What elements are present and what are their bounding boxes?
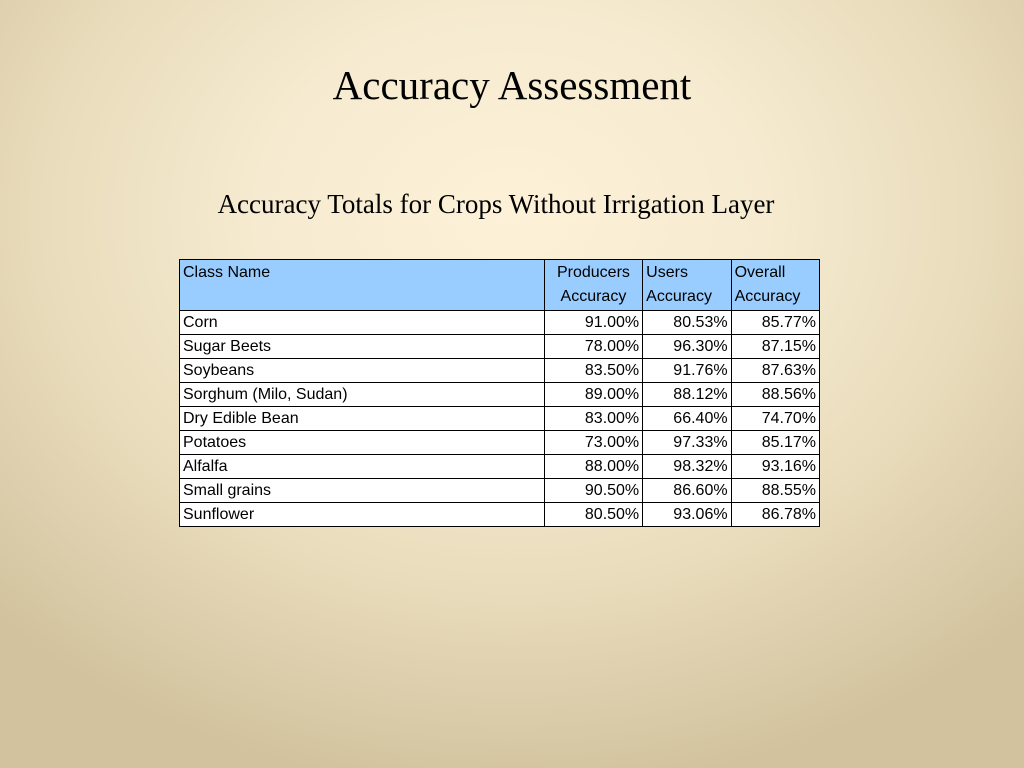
- table-header-row: [180, 260, 820, 311]
- slide-title: Accuracy Assessment: [332, 62, 692, 108]
- header-users-accuracy: [643, 260, 731, 311]
- cell-overall: 88.56%: [731, 383, 819, 407]
- cell-class-name: Sunflower: [180, 503, 545, 527]
- cell-class-name: Dry Edible Bean: [180, 407, 545, 431]
- table-row: [180, 479, 820, 503]
- cell-producers: 83.50%: [544, 359, 642, 383]
- cell-producers: 73.00%: [544, 431, 642, 455]
- cell-producers: 90.50%: [544, 479, 642, 503]
- header-users-line1: Users: [646, 264, 688, 281]
- cell-users: 96.30%: [643, 335, 731, 359]
- cell-class-name: Alfalfa: [180, 455, 545, 479]
- cell-overall: 85.77%: [731, 311, 819, 335]
- header-producers-accuracy: [544, 260, 642, 311]
- cell-overall: 87.63%: [731, 359, 819, 383]
- header-users-line2: Accuracy: [646, 288, 712, 305]
- cell-users: 93.06%: [643, 503, 731, 527]
- cell-producers: 83.00%: [544, 407, 642, 431]
- cell-overall: 86.78%: [731, 503, 819, 527]
- header-producers-line1: Producers: [556, 264, 630, 281]
- cell-users: 97.33%: [643, 431, 731, 455]
- cell-users: 91.76%: [643, 359, 731, 383]
- cell-class-name: Sorghum (Milo, Sudan): [180, 383, 545, 407]
- header-overall-line2: Accuracy: [734, 288, 801, 305]
- header-class-name: Class Name: [180, 260, 545, 311]
- cell-overall: 74.70%: [731, 407, 819, 431]
- accuracy-table: [179, 259, 820, 527]
- table-row: [180, 431, 820, 455]
- cell-producers: 91.00%: [544, 311, 642, 335]
- slide-subtitle: Accuracy Totals for Crops Without Irrigation Layer: [217, 189, 775, 219]
- table-row: [180, 311, 820, 335]
- table-row: [180, 359, 820, 383]
- header-overall-line1: Overall: [734, 264, 786, 281]
- cell-class-name: Corn: [180, 311, 545, 335]
- cell-users: 86.60%: [643, 479, 731, 503]
- cell-overall: 87.15%: [731, 335, 819, 359]
- table-row: [180, 335, 820, 359]
- cell-overall: 88.55%: [731, 479, 819, 503]
- cell-producers: 80.50%: [544, 503, 642, 527]
- table-row: [180, 407, 820, 431]
- cell-producers: 89.00%: [544, 383, 642, 407]
- cell-class-name: Sugar Beets: [180, 335, 545, 359]
- cell-producers: 78.00%: [544, 335, 642, 359]
- cell-users: 88.12%: [643, 383, 731, 407]
- cell-users: 98.32%: [643, 455, 731, 479]
- cell-overall: 93.16%: [731, 455, 819, 479]
- table-row: [180, 455, 820, 479]
- cell-users: 80.53%: [643, 311, 731, 335]
- header-overall-accuracy: [731, 260, 819, 311]
- table-row: [180, 383, 820, 407]
- cell-producers: 88.00%: [544, 455, 642, 479]
- cell-users: 66.40%: [643, 407, 731, 431]
- cell-class-name: Small grains: [180, 479, 545, 503]
- cell-overall: 85.17%: [731, 431, 819, 455]
- cell-class-name: Soybeans: [180, 359, 545, 383]
- header-producers-line2: Accuracy: [560, 288, 627, 305]
- table-row: [180, 503, 820, 527]
- cell-class-name: Potatoes: [180, 431, 545, 455]
